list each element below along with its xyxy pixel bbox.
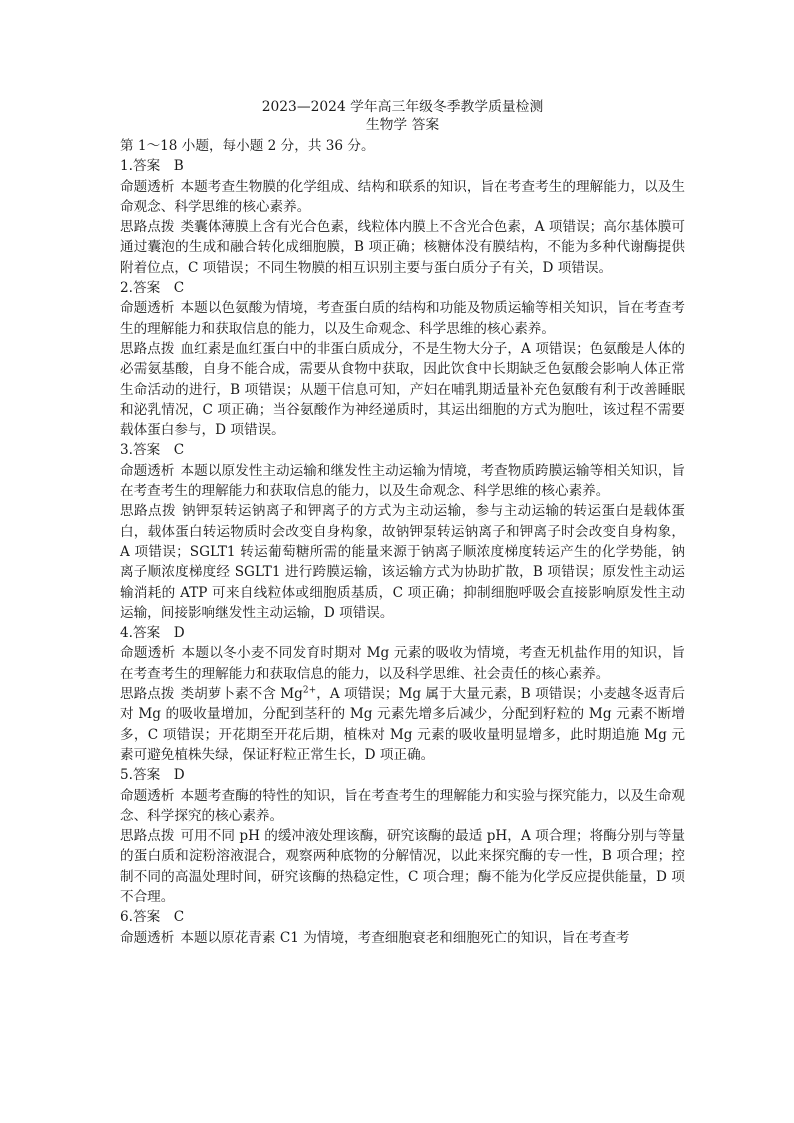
- hint-text: 血红素是血红蛋白中的非蛋白质成分，不是生物大分子，A 项错误；色氨酸是人体的必需氨基酸，自身不能合成，需要从食物中获取，因此饮食中长期缺乏色氨酸会影响人体正常生命活动的进行，B 项错误；从题干信息可知，产妇在哺乳期适量补充色氨酸有利于改善睡眠和泌乳情况，C 项正确；当谷氨酸作为神经递质时，其运出细胞的方式为胞吐，该过程不需要载体蛋白参与，D 项错误。: [120, 340, 686, 439]
- analysis-label: 命题透析: [120, 929, 175, 946]
- answer-line: 4.答案 D: [120, 625, 185, 642]
- section-intro: 第 1～18 小题，每小题 2 分，共 36 分。: [120, 138, 375, 154]
- analysis-label: 命题透析: [120, 787, 175, 804]
- hint-text: 可用不同 pH 的缓冲液处理该酶，研究该酶的最适 pH，A 项合理；将酶分别与等量的蛋白质和淀粉溶液混合，观察两种底物的分解情况，以此来探究酶的专一性，B 项合理；控制不同的高温处理时间，研究该酶的热稳定性，C 项合理；酶不能为化学反应提供能量，D 项不合理。: [120, 828, 685, 905]
- analysis-paragraph: [120, 298, 685, 339]
- hint-label: 思路点拨: [120, 686, 175, 703]
- answer-line: 2.答案 C: [120, 280, 185, 297]
- analysis-text: 本题以原花青素 C1 为情境，考查细胞衰老和细胞死亡的知识，旨在考查考: [180, 929, 630, 946]
- answer-line: 3.答案 C: [120, 442, 185, 459]
- analysis-label: 命题透析: [120, 462, 175, 479]
- analysis-paragraph: [120, 177, 685, 218]
- answer-line: 6.答案 C: [120, 909, 185, 926]
- analysis-paragraph: [120, 643, 685, 684]
- hint-paragraph: [120, 339, 685, 440]
- hint-paragraph: [120, 501, 685, 623]
- analysis-text: 本题考查酶的特性的知识，旨在考查考生的理解能力和实验与探究能力，以及生命观念、科学探究的核心素养。: [120, 787, 686, 824]
- analysis-label: 命题透析: [120, 645, 176, 662]
- analysis-text: 本题以色氨酸为情境，考查蛋白质的结构和功能及物质运输等相关知识，旨在考查考生的理解能力和获取信息的能力，以及生命观念、科学思维的核心素养。: [120, 300, 686, 337]
- analysis-text: 本题以冬小麦不同发育时期对 Mg 元素的吸收为情境，考查无机盐作用的知识，旨在考查考生的理解能力和获取信息的能力，以及科学思维、社会责任的核心素养。: [120, 645, 686, 682]
- analysis-paragraph: [120, 786, 685, 827]
- hint-text-pre: 类胡萝卜素不含 Mg: [180, 686, 303, 703]
- hint-label: 思路点拨: [120, 340, 175, 357]
- analysis-text: 本题以原发性主动运输和继发性主动运输为情境，考查物质跨膜运输等相关知识，旨在考查考生的理解能力和获取信息的能力，以及生命观念、科学思维的核心素养。: [120, 462, 686, 500]
- analysis-text: 本题考查生物膜的化学组成、结构和联系的知识，旨在考查考生的理解能力，以及生命观念、科学思维的核心素养。: [120, 178, 686, 215]
- hint-paragraph: [120, 217, 685, 278]
- analysis-label: 命题透析: [120, 178, 175, 195]
- hint-text: 类囊体薄膜上含有光合色素，线粒体内膜上不含光合色素，A 项错误；高尔基体膜可通过囊泡的生成和融合转化成细胞膜，B 项正确；核糖体没有膜结构，不能为多种代谢酶提供附着位点，C 项错误；不同生物膜的相互识别主要与蛋白质分子有关，D 项错误。: [120, 219, 686, 276]
- hint-paragraph: [120, 684, 685, 765]
- analysis-paragraph: [120, 928, 685, 948]
- hint-paragraph: [120, 826, 685, 907]
- analysis-label: 命题透析: [120, 300, 175, 317]
- document-title: 2023—2024 学年高三年级冬季教学质量检测: [261, 99, 544, 115]
- hint-text: 钠钾泵转运钠离子和钾离子的方式为主动运输，参与主动运输的转运蛋白是载体蛋白，载体蛋白转运物质时会改变自身构象，故钠钾泵转运钠离子和钾离子时会改变自身构象，A 项错误；SGLT1 转运葡萄糖所需的能量来源于钠离子顺浓度梯度转运产生的化学势能，钠离子顺浓度梯度经 SGLT1 进行跨膜运输，该运输方式为协助扩散，B 项错误；原发性主动运输消耗的 ATP 可来自线粒体或细胞质基质，C 项正确；抑制细胞呼吸会直接影响原发性主动运输，间接影响继发性主动运输，D 项错误。: [120, 503, 686, 621]
- document-body: [120, 98, 685, 948]
- document-subtitle: 生物学 答案: [365, 117, 440, 133]
- answer-line: 5.答案 D: [120, 767, 185, 784]
- answer-line: 1.答案 B: [120, 158, 184, 175]
- hint-text-post: ，A 项错误；Mg 属于大量元素，B 项错误；小麦越冬返青后对 Mg 的吸收量增加，分配到茎秆的 Mg 元素先增多后减少，分配到籽粒的 Mg 元素不断增多，C 项错误；开花期至开花后期，植株对 Mg 元素的吸收量明显增多，此时期追施 Mg 元素可避免植株失绿，保证籽粒正常生长，D 项正确。: [120, 686, 686, 763]
- analysis-paragraph: [120, 461, 685, 502]
- hint-label: 思路点拨: [120, 828, 175, 845]
- hint-label: 思路点拨: [120, 219, 175, 236]
- ion-charge-superscript: 2+: [302, 685, 317, 696]
- hint-label: 思路点拨: [120, 503, 176, 520]
